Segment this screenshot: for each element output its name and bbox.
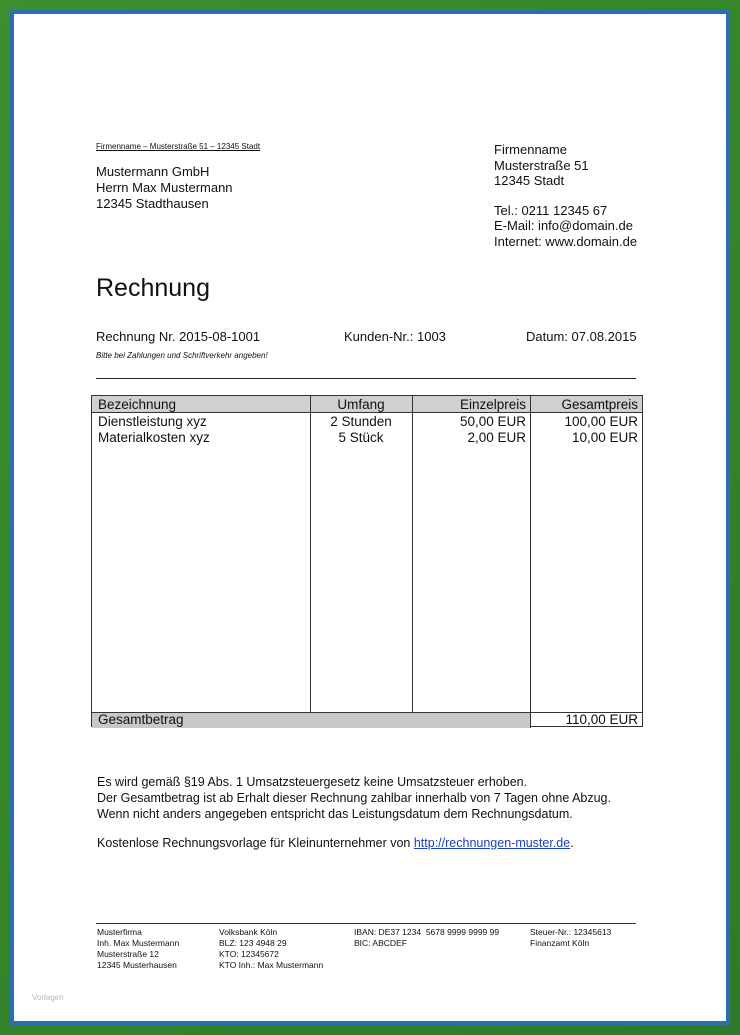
header-einzelpreis: Einzelpreis xyxy=(459,397,526,412)
recipient-person: Herrn Max Mustermann xyxy=(96,180,233,195)
promo-end: . xyxy=(570,836,574,850)
table-header xyxy=(92,396,642,413)
terms-line: Wenn nicht anders angegeben entspricht das Leistungsdatum dem Rechnungsdatum. xyxy=(97,807,573,821)
recipient-company: Mustermann GmbH xyxy=(96,164,210,179)
invoice-date: Datum: 07.08.2015 xyxy=(526,329,637,344)
footer-line: Steuer-Nr.: 12345613 xyxy=(530,927,612,937)
document-title: Rechnung xyxy=(96,274,210,302)
customer-number: Kunden-Nr.: 1003 xyxy=(344,329,446,344)
company-phone: Tel.: 0211 12345 67 xyxy=(494,202,608,218)
total-row xyxy=(92,712,642,727)
footer-line: Musterstraße 12 xyxy=(97,949,159,959)
company-email: E-Mail: info@domain.de xyxy=(494,218,633,233)
company-internet: Internet: www.domain.de xyxy=(494,233,638,249)
footer-company xyxy=(97,927,179,971)
company-name: Firmenname xyxy=(494,142,567,157)
row-einzelpreis: 2,00 EUR xyxy=(467,430,526,445)
footer-line: Finanzamt Köln xyxy=(530,938,590,948)
company-city: 12345 Stadt xyxy=(494,173,565,188)
row-gesamtpreis: 100,00 EUR xyxy=(564,414,638,429)
divider xyxy=(96,378,636,379)
recipient-city: 12345 Stadthausen xyxy=(96,196,209,211)
row-einzelpreis: 50,00 EUR xyxy=(459,414,526,429)
recipient-address xyxy=(96,164,233,212)
column-divider xyxy=(530,396,531,712)
promo-link[interactable]: http://rechnungen-muster.de xyxy=(413,836,571,850)
promo-label: Kostenlose Rechnungsvorlage für Kleinunternehmer von xyxy=(97,836,414,850)
header-umfang: Umfang xyxy=(337,397,385,412)
terms-text xyxy=(97,774,611,822)
total-value: 110,00 EUR xyxy=(565,712,638,727)
footer-line: IBAN: DE37 1234 5678 9999 9999 99 xyxy=(354,927,500,937)
footer-bank xyxy=(219,927,323,971)
sender-return-line: Firmenname – Musterstraße 51 – 12345 Stadt xyxy=(96,142,261,151)
terms-line: Der Gesamtbetrag ist ab Erhalt dieser Rechnung zahlbar innerhalb von 7 Tagen ohne Abzug. xyxy=(97,791,611,805)
watermark: Vorlagen xyxy=(32,993,64,1002)
footer-line: Inh. Max Mustermann xyxy=(97,938,180,948)
footer-line: KTO: 12345672 xyxy=(219,949,279,959)
company-info xyxy=(494,142,637,249)
reference-note: Bitte bei Zahlungen und Schriftverkehr angeben! xyxy=(96,351,268,360)
row-umfang: 2 Stunden xyxy=(330,414,392,429)
invoice-number: Rechnung Nr. 2015-08-1001 xyxy=(96,329,261,344)
footer-line: Volksbank Köln xyxy=(219,927,278,937)
footer-iban xyxy=(354,927,499,949)
row-bezeichnung: Materialkosten xyz xyxy=(98,430,210,445)
footer-line: Musterfirma xyxy=(97,927,142,937)
footer-line: BLZ: 123 4948 29 xyxy=(219,938,287,948)
footer-divider xyxy=(96,923,636,924)
row-gesamtpreis: 10,00 EUR xyxy=(571,430,638,445)
company-street: Musterstraße 51 xyxy=(494,157,589,173)
header-bezeichnung: Bezeichnung xyxy=(98,397,177,412)
invoice-page xyxy=(14,14,726,1021)
header-gesamtpreis: Gesamtpreis xyxy=(561,397,638,412)
promo-text xyxy=(97,836,574,850)
footer-line: KTO Inh.: Max Mustermann xyxy=(219,960,324,970)
footer-line: 12345 Musterhausen xyxy=(97,960,177,970)
terms-line: Es wird gemäß §19 Abs. 1 Umsatzsteuergesetz keine Umsatzsteuer erhoben. xyxy=(97,775,528,789)
total-label: Gesamtbetrag xyxy=(98,712,184,727)
row-bezeichnung: Dienstleistung xyz xyxy=(98,414,207,429)
footer-tax xyxy=(530,927,611,949)
row-umfang: 5 Stück xyxy=(338,430,384,445)
footer-line: BIC: ABCDEF xyxy=(354,938,407,948)
invoice-table xyxy=(91,395,643,727)
